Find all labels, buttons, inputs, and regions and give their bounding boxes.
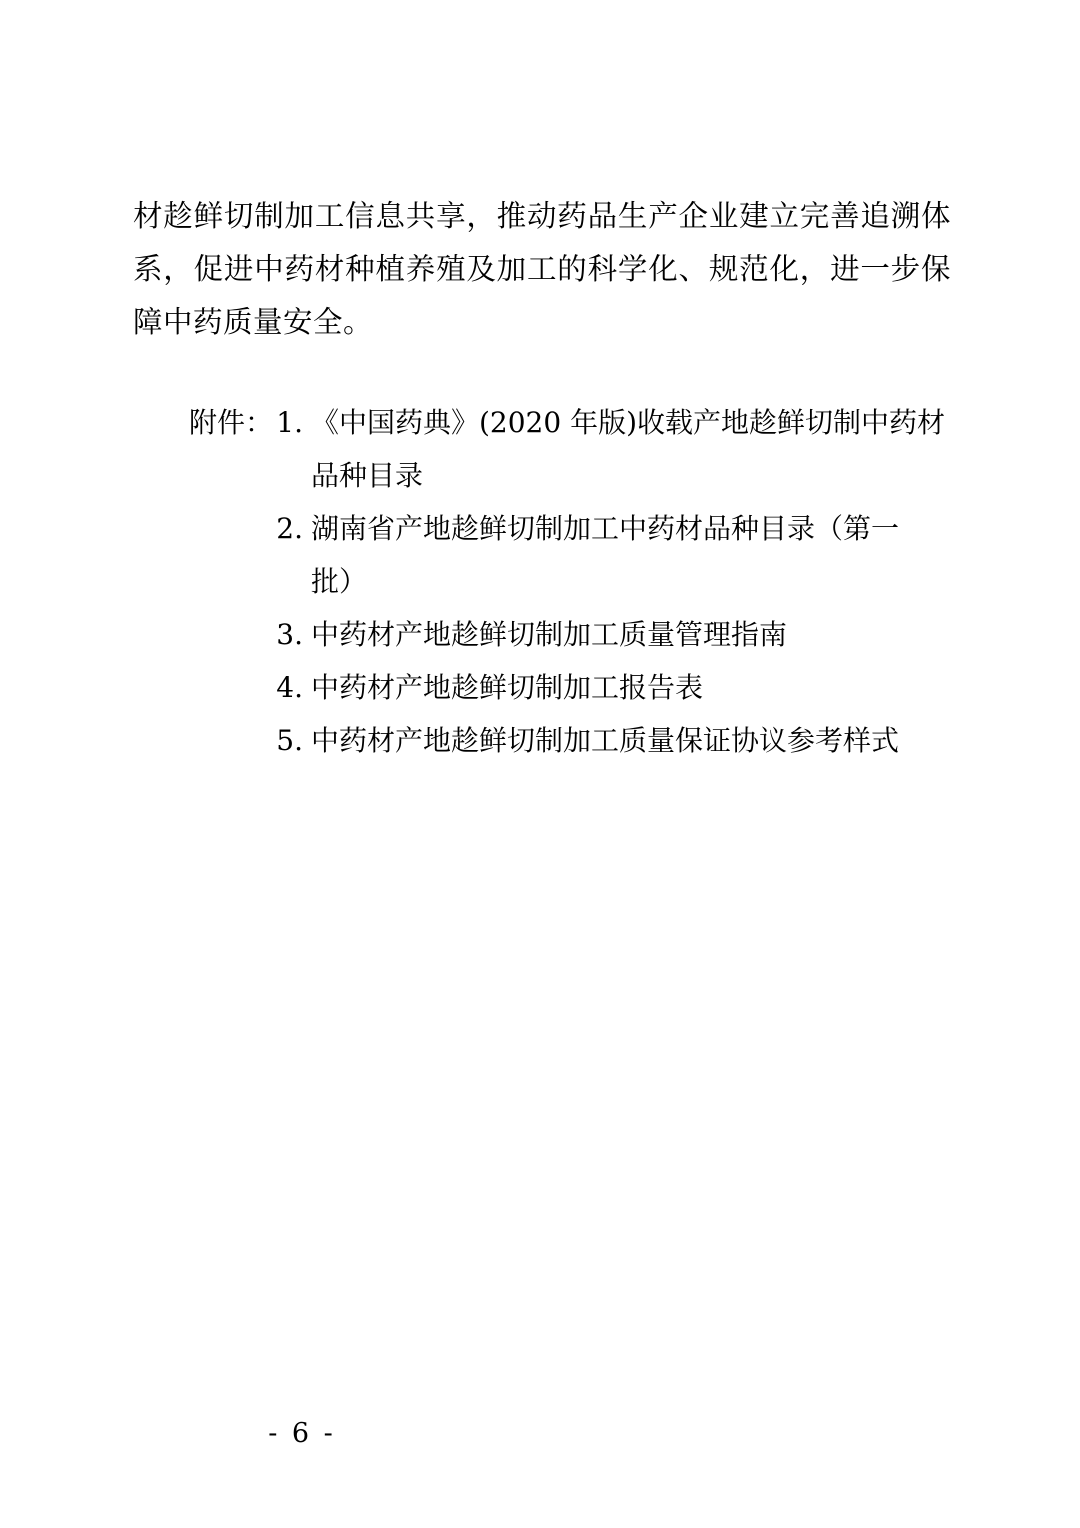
attachment-number-2: 2. bbox=[276, 512, 303, 545]
attachment-text-1: 《中国药典》(2020 年版)收载产地趁鲜切制中药材 bbox=[311, 406, 946, 439]
attachment-item-1 bbox=[133, 396, 953, 449]
attachment-item-2-continuation: 批） bbox=[311, 565, 368, 598]
page-number: - 6 - bbox=[268, 1418, 336, 1449]
attachment-item-2 bbox=[133, 502, 953, 555]
attachment-number-3: 3. bbox=[276, 618, 303, 651]
attachment-text-5: 中药材产地趁鲜切制加工质量保证协议参考样式 bbox=[311, 724, 900, 757]
attachment-text-3: 中药材产地趁鲜切制加工质量管理指南 bbox=[311, 618, 788, 651]
attachment-number-1: 1. bbox=[276, 406, 303, 439]
attachment-text-4: 中药材产地趁鲜切制加工报告表 bbox=[311, 671, 704, 704]
attachment-label: 附件： bbox=[189, 406, 274, 439]
attachment-number-5: 5. bbox=[276, 724, 303, 757]
attachment-text-2: 湖南省产地趁鲜切制加工中药材品种目录（第一 bbox=[311, 512, 900, 545]
attachment-item-1-continuation: 品种目录 bbox=[311, 459, 424, 492]
attachment-item-4 bbox=[133, 661, 953, 714]
paragraph-text: 材趁鲜切制加工信息共享，推动药品生产企业建立完善追溯体系，促进中药材种植养殖及加工的科学化、规范化，进一步保障中药质量安全。 bbox=[133, 199, 951, 339]
attachment-list bbox=[133, 396, 953, 767]
attachment-number-4: 4. bbox=[276, 671, 303, 704]
attachment-item-3 bbox=[133, 608, 953, 661]
body-paragraph bbox=[133, 190, 951, 349]
attachment-item-5 bbox=[133, 714, 953, 767]
